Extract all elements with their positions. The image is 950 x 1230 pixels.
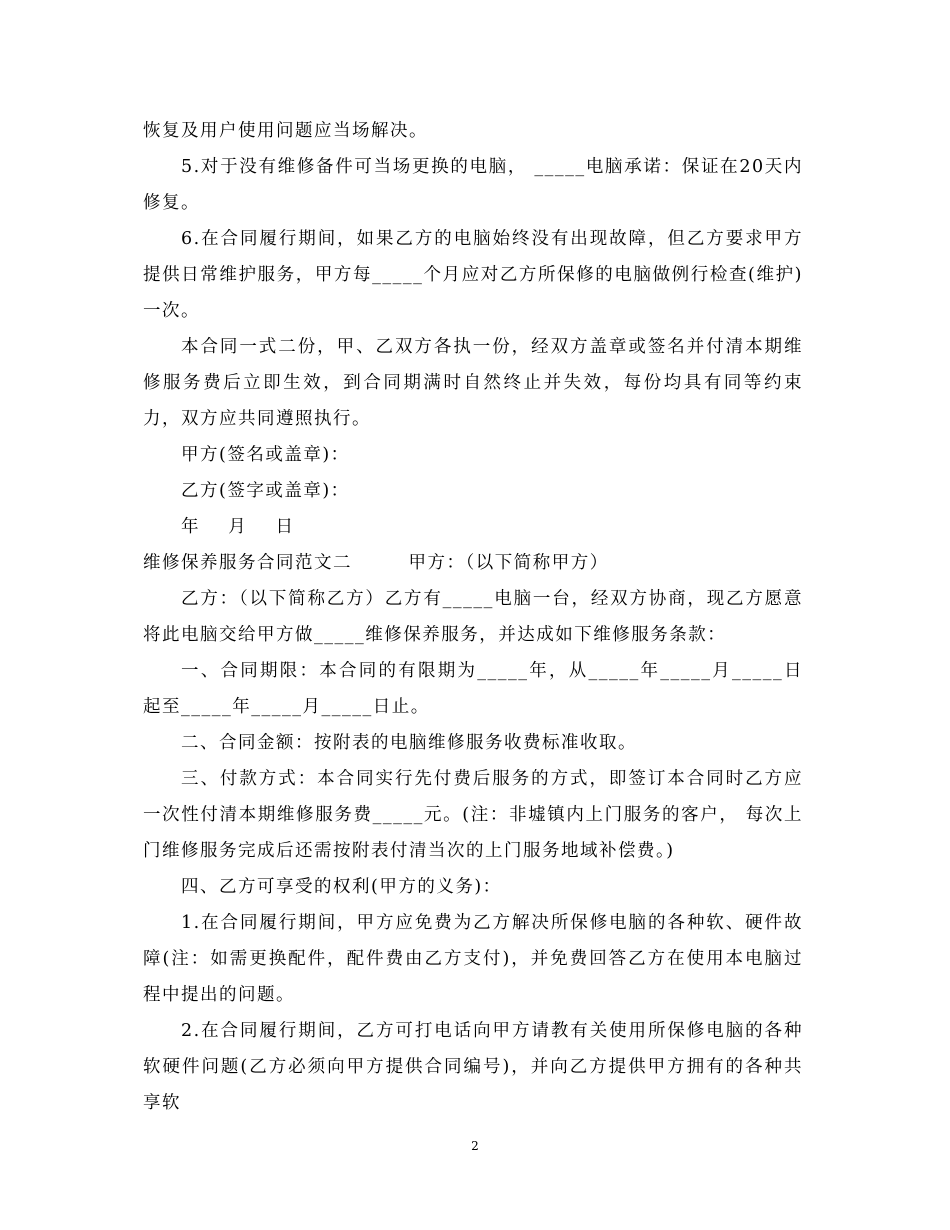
payment-method-clause: 三、付款方式：本合同实行先付费后服务的方式，即签订本合同时乙方应一次性付清本期维修服务费_____元。(注：非墟镇内上门服务的客户， 每次上门维修服务完成后还需按附表付清当次的上门服务地域补偿费。) — [143, 769, 803, 861]
paragraph-3: 6.在合同履行期间，如果乙方的电脑始终没有出现故障，但乙方要求甲方提供日常维护服务，甲方每_____个月应对乙方所保修的电脑做例行检查(维护)一次。 — [143, 229, 803, 321]
paragraph-1: 恢复及用户使用问题应当场解决。 — [143, 121, 428, 141]
contract-amount-clause: 二、合同金额：按附表的电脑维修服务收费标准收取。 — [181, 733, 637, 753]
paragraph-4: 本合同一式二份，甲、乙双方各执一份，经双方盖章或签名并付清本期维修服务费后立即生效，到合同期满时自然终止并失效，每份均具有同等约束力，双方应共同遵照执行。 — [143, 337, 803, 429]
party-b-rights-heading: 四、乙方可享受的权利(甲方的义务)： — [181, 877, 502, 897]
rights-item-2: 2.在合同履行期间，乙方可打电话向甲方请教有关使用所保修电脑的各种软硬件问题(乙方必须向甲方提供合同编号)，并向乙方提供甲方拥有的各种共享软 — [143, 1021, 803, 1113]
date-line: 年 月 日 — [181, 517, 295, 537]
contract-term-clause: 一、合同期限：本合同的有限期为_____年，从_____年_____月_____日起至_____年_____月_____日止。 — [143, 661, 803, 717]
page-number: 2 — [471, 1139, 479, 1153]
contract-two-heading: 维修保养服务合同范文二 甲方：（以下简称甲方） — [143, 553, 609, 573]
party-a-signature-line: 甲方(签名或盖章)： — [181, 445, 350, 465]
rights-item-1: 1.在合同履行期间，甲方应免费为乙方解决所保修电脑的各种软、硬件故障(注：如需更换配件，配件费由乙方支付)，并免费回答乙方在使用本电脑过程中提出的问题。 — [143, 913, 803, 1005]
party-b-signature-line: 乙方(签字或盖章)： — [181, 481, 350, 501]
document-body — [143, 113, 803, 1121]
paragraph-9: 乙方：（以下简称乙方）乙方有_____电脑一台，经双方协商，现乙方愿意将此电脑交给甲方做_____维修保养服务，并达成如下维修服务条款： — [143, 589, 803, 645]
paragraph-2: 5.对于没有维修备件可当场更换的电脑， _____电脑承诺：保证在20天内修复。 — [143, 157, 803, 213]
